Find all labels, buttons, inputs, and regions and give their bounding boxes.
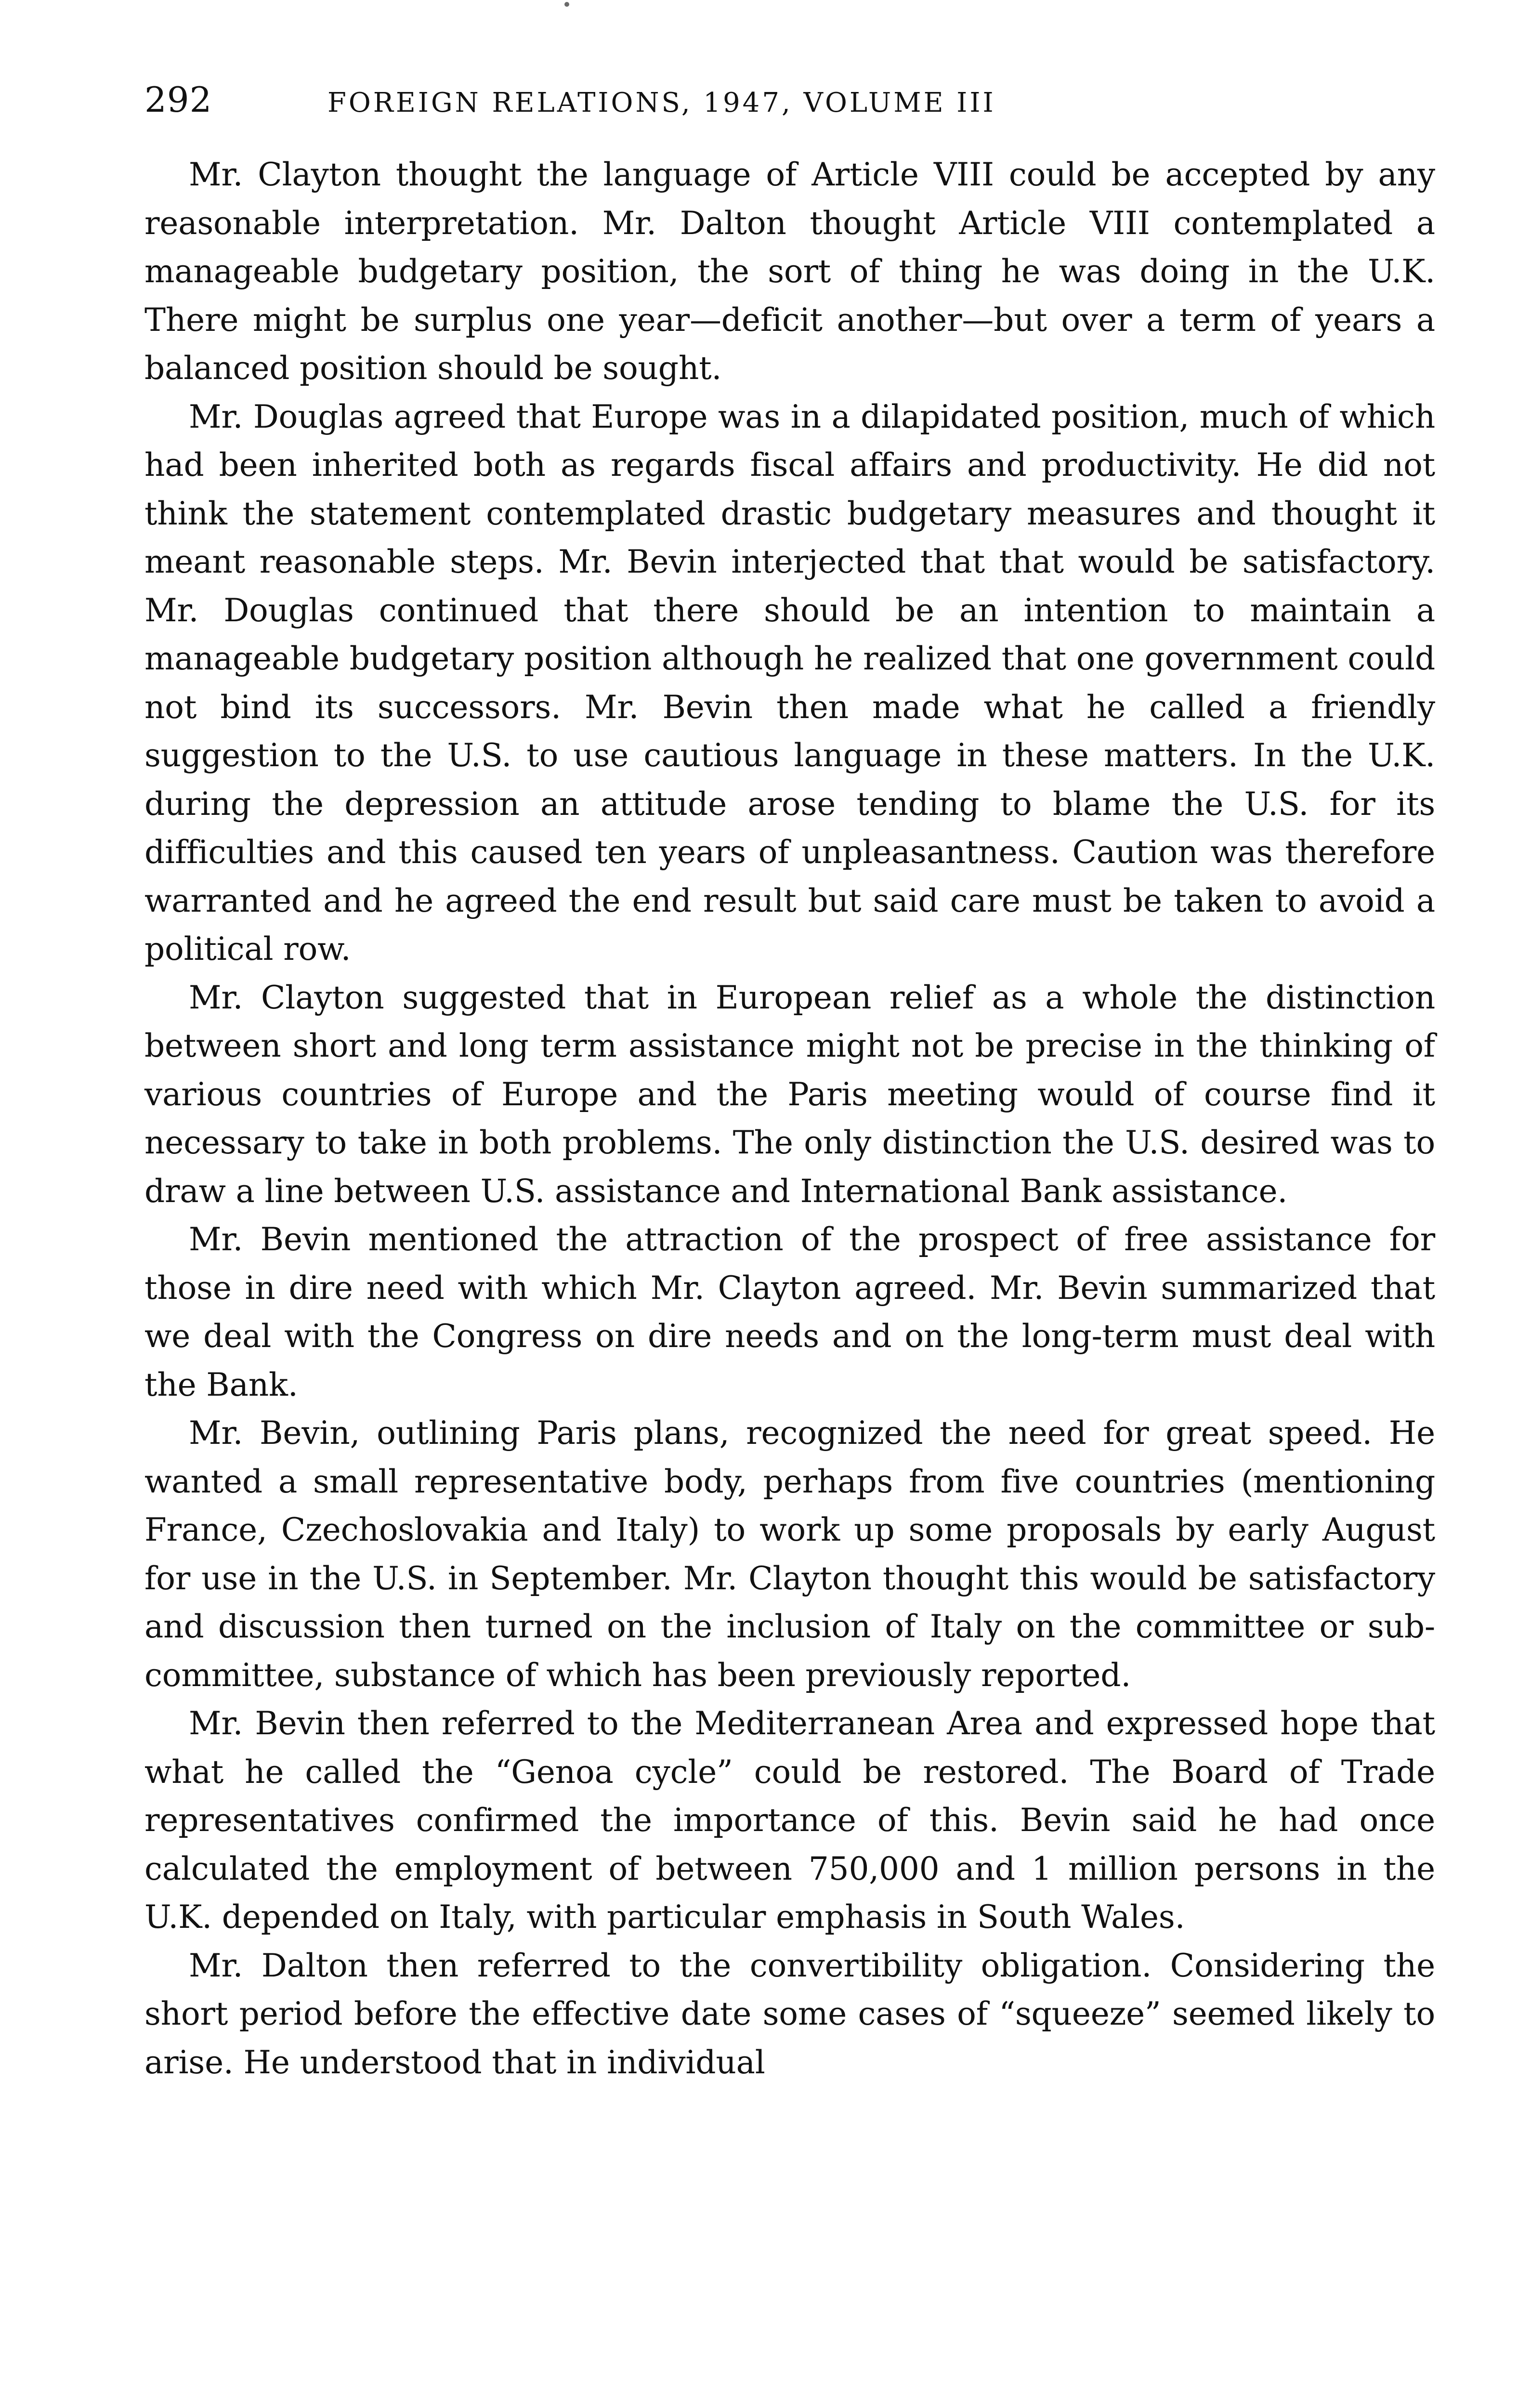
print-speck bbox=[564, 2, 569, 7]
page-header bbox=[144, 79, 1435, 137]
running-head: FOREIGN RELATIONS, 1947, VOLUME III bbox=[327, 87, 996, 118]
page-number: 292 bbox=[144, 79, 212, 120]
paragraph: Mr. Clayton thought the language of Article VIII could be accepted by any reasonable interpretation. Mr. Dalton thought Article VIII contemplated a manageable budgetary position, the sort of thing he was doing in the U.K. There might be surplus one year—deficit another—but over a term of years a balanced position should be sought. bbox=[144, 156, 1435, 387]
body-text bbox=[144, 151, 1435, 2087]
document-page bbox=[144, 79, 1435, 2087]
paragraph: Mr. Bevin, outlining Paris plans, recognized the need for great speed. He wanted a small representative body, perhaps from five countries (mentioning France, Czechoslovakia and Italy) to work up some proposals by early August for use in the U.S. in September. Mr. Clayton thought this would be satisfactory and discussion then turned on the inclusion of Italy on the committee or sub-committee, substance of which has been previously reported. bbox=[144, 1414, 1435, 1694]
paragraph: Mr. Douglas agreed that Europe was in a dilapidated position, much of which had been inherited both as regards fiscal affairs and productivity. He did not think the statement contemplated drastic budgetary measures and thought it meant reasonable steps. Mr. Bevin interjected that that would be satisfactory. Mr. Douglas continued that there should be an intention to maintain a manageable budgetary position although he realized that one government could not bind its successors. Mr. Bevin then made what he called a friendly suggestion to the U.S. to use cautious language in these matters. In the U.K. during the depression an attitude arose tending to blame the U.S. for its difficulties and this caused ten years of unpleasantness. Caution was therefore warranted and he agreed the end result but said care must be taken to avoid a political row. bbox=[144, 398, 1435, 968]
paragraph: Mr. Clayton suggested that in European relief as a whole the distinction between short and long term assistance might not be precise in the thinking of various countries of Europe and the Paris meeting would of course find it necessary to take in both problems. The only distinction the U.S. desired was to draw a line between U.S. assistance and International Bank assistance. bbox=[144, 979, 1435, 1210]
paragraph: Mr. Bevin then referred to the Mediterranean Area and expressed hope that what he called the “Genoa cycle” could be restored. The Board of Trade representatives confirmed the importance of this. Bevin said he had once calculated the employment of between 750,000 and 1 million persons in the U.K. depended on Italy, with particular emphasis in South Wales. bbox=[144, 1705, 1435, 1936]
paragraph: Mr. Dalton then referred to the convertibility obligation. Considering the short period before the effective date some cases of “squeeze” seemed likely to arise. He understood that in individual bbox=[144, 1947, 1435, 2081]
paragraph: Mr. Bevin mentioned the attraction of the prospect of free assistance for those in dire need with which Mr. Clayton agreed. Mr. Bevin summarized that we deal with the Congress on dire needs and on the long-term must deal with the Bank. bbox=[144, 1221, 1435, 1403]
